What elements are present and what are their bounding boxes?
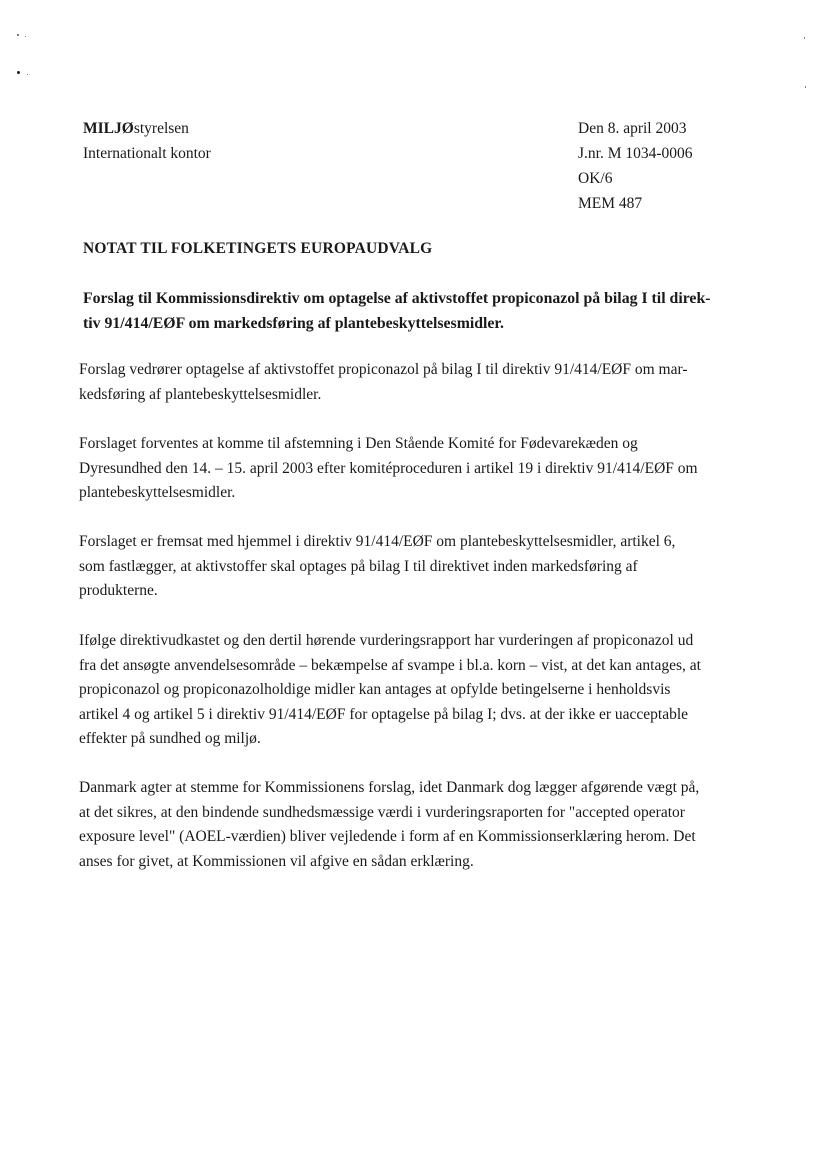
document-date: Den 8. april 2003 [578,120,687,137]
paragraph-4 [79,629,754,752]
document-title: NOTAT TIL FOLKETINGETS EUROPAUDVALG [83,240,433,257]
memo-number: MEM 487 [578,195,643,212]
paragraph-3 [79,530,754,604]
paragraph-line: Danmark agter at stemme for Kommissionens forslag, idet Danmark dog lægger afgørende vægt på, [79,779,700,796]
paragraph-line: propiconazol og propiconazolholdige midler kan antages at opfylde betingelserne i henholdsvis [79,681,671,698]
subject-line: Forslag til Kommissionsdirektiv om optagelse af aktivstoffet propiconazol på bilag I til direk- [83,290,711,307]
paragraph-line: Forslag vedrører optagelse af aktivstoffet propiconazol på bilag I til direktiv 91/414/EØF om mar- [79,361,688,378]
scan-speck [27,74,28,75]
paragraph-line: Ifølge direktivudkastet og den dertil hørende vurderingsrapport har vurderingen af propiconazol ud [79,632,694,649]
paragraph-line: produkterne. [79,582,158,599]
paragraph-1 [79,358,754,407]
paragraph-line: at det sikres, at den bindende sundhedsmæssige værdi i vurderingsraporten for "accepted operator [79,803,685,821]
reference-block [578,116,693,216]
paragraph-5 [79,776,754,874]
scan-speck [17,34,19,36]
paragraph-line: Forslaget forventes at komme til afstemning i Den Stående Komité for Fødevarekæden og [79,435,638,452]
paragraph-line: kedsføring af plantebeskyttelsesmidler. [79,385,322,403]
department-name: Internationalt kontor [83,145,211,162]
subject-heading [83,287,753,336]
scan-speck [17,71,20,74]
organisation-name [83,116,211,141]
paragraph-line: fra det ansøgte anvendelsesområde – bekæmpelse af svampe i bl.a. korn – vist, at det kan antages, at [79,656,701,674]
organisation-name-suffix: styrelsen [133,120,189,137]
scan-speck [805,86,806,88]
paragraph-line: plantebeskyttelsesmidler. [79,484,236,501]
paragraph-line: effekter på sundhed og miljø. [79,730,261,747]
paragraph-2 [79,432,754,506]
paragraph-line: som fastlægger, at aktivstoffer skal optages på bilag I til direktivet inden markedsføring af [79,557,638,575]
paragraph-line: exposure level" (AOEL-værdien) bliver vejledende i form af en Kommissionserklæring herom. Det [79,828,696,845]
organisation-name-prefix: MILJØ [83,120,134,137]
sender-block [83,116,211,166]
scan-speck [804,37,805,39]
paragraph-line: anses for givet, at Kommissionen vil afgive en sådan erklæring. [79,852,474,870]
journal-number: J.nr. M 1034-0006 [578,145,693,162]
scan-speck [25,36,26,37]
paragraph-line: Forslaget er fremsat med hjemmel i direktiv 91/414/EØF om plantebeskyttelsesmidler, artikel 6, [79,533,676,550]
paragraph-line: Dyresundhed den 14. – 15. april 2003 efter komitéproceduren i artikel 19 i direktiv 91/414/EØF om [79,459,698,477]
office-reference: OK/6 [578,170,613,187]
paragraph-line: artikel 4 og artikel 5 i direktiv 91/414/EØF for optagelse på bilag I; dvs. at der ikke er uacceptable [79,705,689,723]
subject-line: tiv 91/414/EØF om markedsføring af plantebeskyttelsesmidler. [83,314,504,332]
